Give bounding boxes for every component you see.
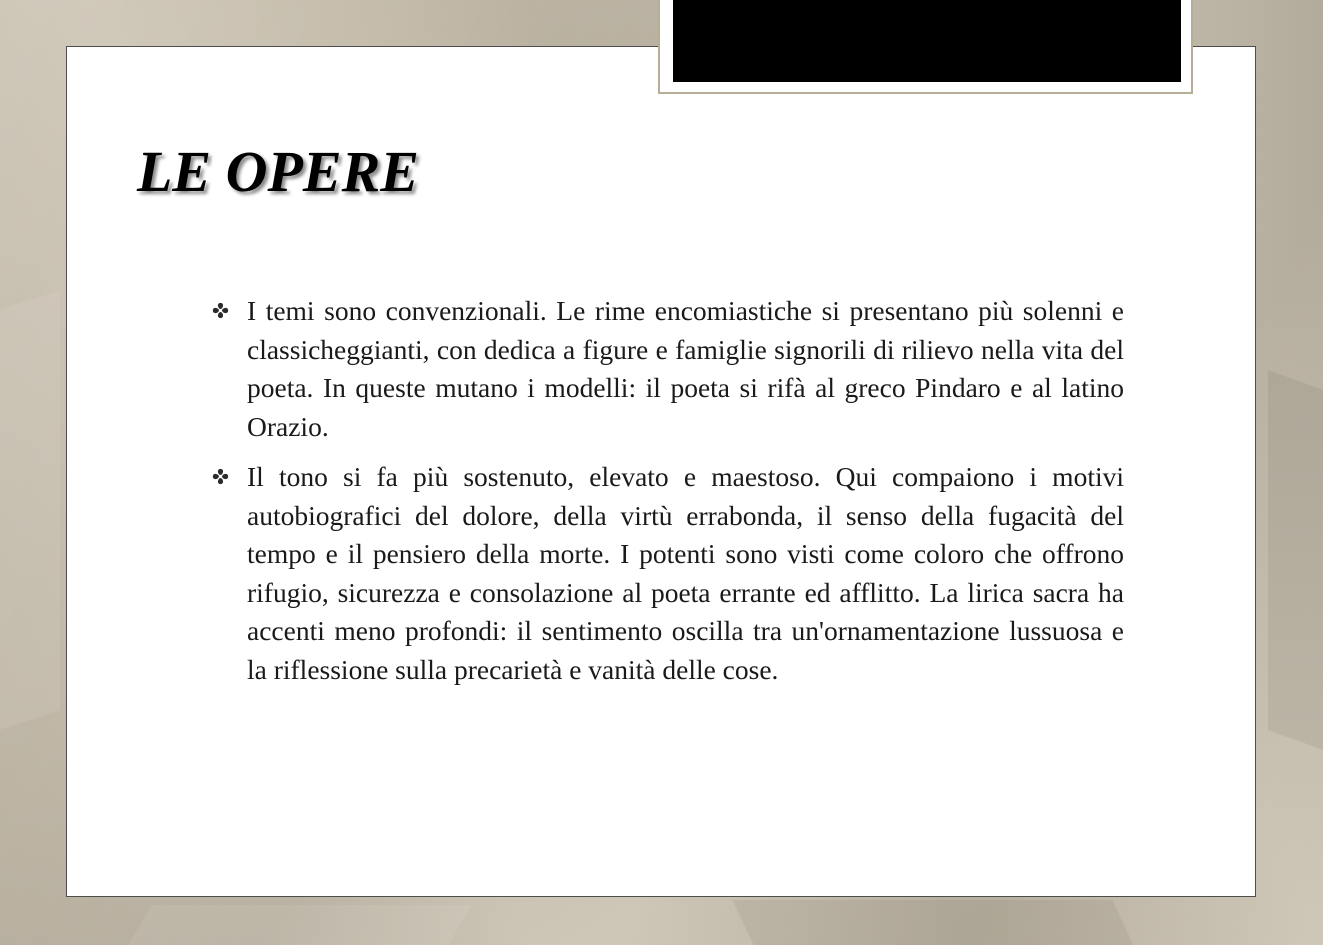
slide-title: LE OPERE [137, 139, 419, 204]
bullet-text: I temi sono convenzionali. Le rime encomiastiche si presentano più solenni e classicheggianti, con dedica a figure e famiglie signorili di rilievo nella vita del poeta. In queste mutano i modelli: il poeta si rifà al greco Pindaro e al latino Orazio. [247, 295, 1124, 442]
header-black-block [673, 0, 1181, 82]
four-petal-bullet-icon [212, 468, 229, 485]
list-item [212, 292, 1124, 446]
list-item [212, 458, 1124, 689]
background-facet [1268, 370, 1323, 750]
bullet-list [212, 292, 1124, 701]
background-facet [733, 900, 1134, 945]
four-petal-bullet-icon [212, 302, 229, 319]
background-facet [0, 290, 60, 729]
background-facet [128, 905, 471, 945]
bullet-text: Il tono si fa più sostenuto, elevato e maestoso. Qui compaiono i motivi autobiografici del dolore, della virtù errabonda, il senso della fugacità del tempo e il pensiero della morte. I potenti sono visti come coloro che offrono rifugio, sicurezza e consolazione al poeta errante ed afflitto. La lirica sacra ha accenti meno profondi: il sentimento oscilla tra un'ornamentazione lussuosa e la riflessione sulla precarietà e vanità delle cose. [247, 461, 1124, 685]
